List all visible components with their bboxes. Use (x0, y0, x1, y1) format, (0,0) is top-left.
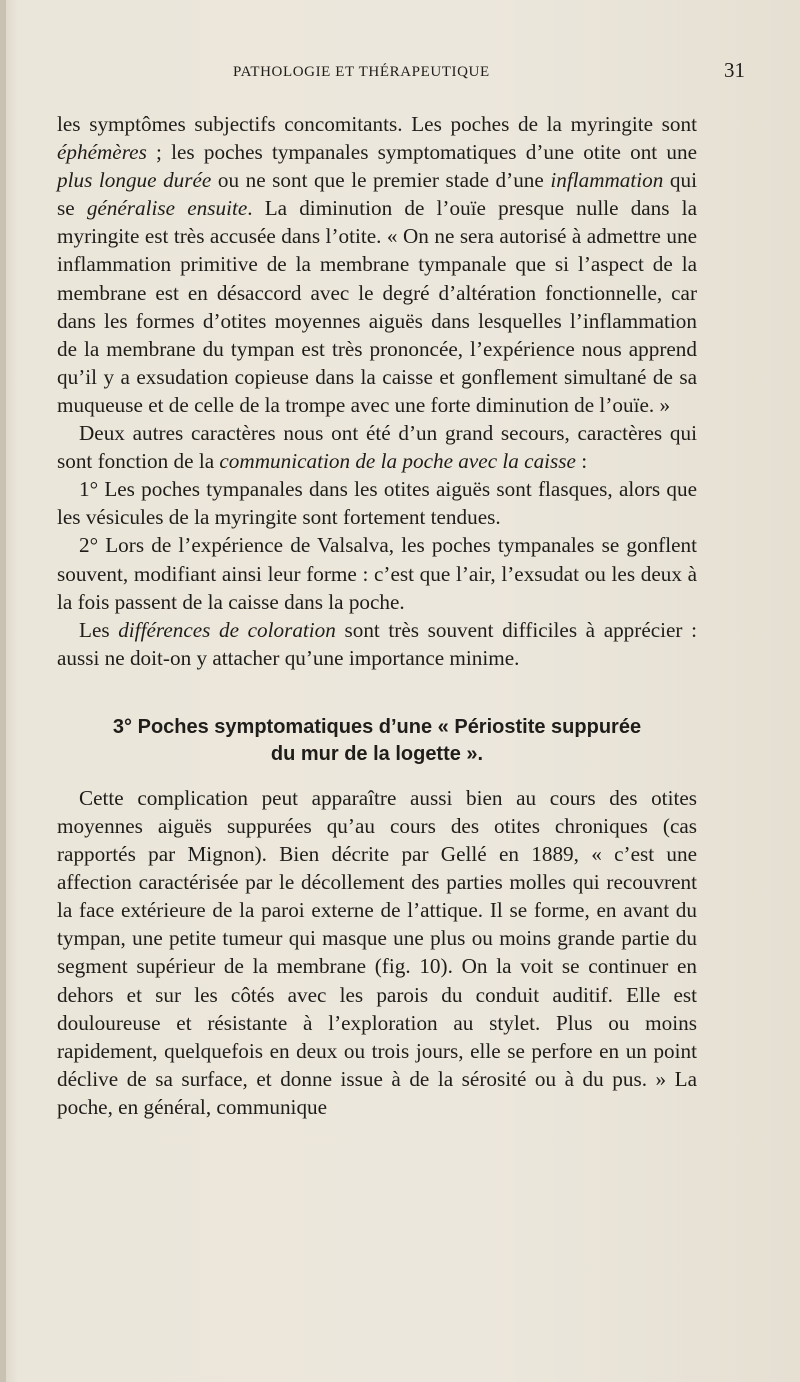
paragraph-1-italic-h: généralise ensuite (86, 196, 248, 221)
paragraph-1-text-i: . La diminution de l’ouïe presque nulle dans la myringite est très accusée dans l’otite. « On ne sera autorisé à admettre une inflammation primitive de la membrane tympanale que si l’aspect de la membrane est en désaccord avec le degré d’altération fonctionnelle, car dans les formes d’otites moyennes aiguës dans lesquelles l’inflammation de la membrane du tympan est très prononcée, l’expérience nous apprend qu’il y a exsudation copieuse dans la caisse et gonflement simultané de sa muqueuse et de celle de la trompe avec une forte diminution de l’ouïe. » (57, 196, 697, 417)
paragraph-5-text-c: sont très souvent difficiles à apprécier : aussi ne doit-on y attacher qu’une importance minime. (57, 617, 697, 670)
paragraph-1-italic-f: inflammation (550, 168, 664, 193)
running-title: PATHOLOGIE ET THÉRAPEUTIQUE (233, 64, 490, 80)
paragraph-1 (57, 110, 697, 419)
paragraph-5-italic-b: différences de coloration (118, 617, 336, 642)
page-number: 31 (724, 58, 745, 82)
paragraph-1-text-e: ou ne sont que le premier stade d’une (211, 168, 551, 193)
paragraph-2-text-c: : (575, 449, 588, 474)
paragraph-2-text-a: Deux autres caractères nous ont été d’un grand secours, caractères qui sont fonction de la (57, 421, 697, 474)
section-heading-line-1: 3° Poches symptomatiques d’une « Périostite suppurée (112, 715, 642, 738)
paragraph-1-text-a: les symptômes subjectifs concomitants. Les poches de la myringite sont (57, 112, 697, 136)
section-heading (57, 714, 697, 768)
page-header (57, 58, 747, 90)
paragraph-1-text-g: qui se (57, 168, 698, 221)
paragraph-3: 1° Les poches tympanales dans les otites aiguës sont flasques, alors que les vésicules de la myringite sont fortement tendues. (57, 477, 697, 530)
paragraph-2-italic-b: communication de la poche avec la caisse (219, 449, 576, 474)
page-spine-shadow (0, 0, 6, 1382)
paragraph-4: 2° Lors de l’expérience de Valsalva, les poches tympanales se gonflent souvent, modifiant ainsi leur forme : c’est que l’air, l’exsudat ou les deux à la fois passent de la caisse dans la poche. (57, 533, 697, 614)
paragraph-5 (57, 616, 697, 672)
paragraph-2 (57, 419, 697, 475)
paragraph-5-text-a: Les (79, 617, 119, 642)
paragraph-1-text-c: ; les poches tympanales symptomatiques d’une otite ont une (146, 140, 697, 165)
paragraph-1-italic-d: plus longue durée (57, 168, 212, 193)
body-text (57, 110, 697, 1121)
paragraph-1-italic-b: éphémères (57, 140, 147, 165)
paragraph-6: Cette complication peut apparaître aussi bien au cours des otites moyennes aiguës suppurées qu’au cours des otites chroniques (cas rapportés par Mignon). Bien décrite par Gellé en 1889, « c’est une affection caractérisée par le décollement des parties molles qui recouvrent la face extérieure de la paroi externe de l’attique. Il se forme, en avant du tympan, une petite tumeur qui masque une plus ou moins grande partie du segment supérieur de la membrane (fig. 10). On la voit se continuer en dehors et sur les côtés avec les parois du conduit auditif. Elle est douloureuse et résistante à l’exploration au stylet. Plus ou moins rapidement, quelquefois en deux ou trois jours, elle se perfore en un point déclive de sa surface, et donne issue à de la sérosité ou à du pus. » La poche, en général, communique (57, 785, 697, 1119)
section-heading-line-2: du mur de la logette ». (270, 742, 484, 765)
